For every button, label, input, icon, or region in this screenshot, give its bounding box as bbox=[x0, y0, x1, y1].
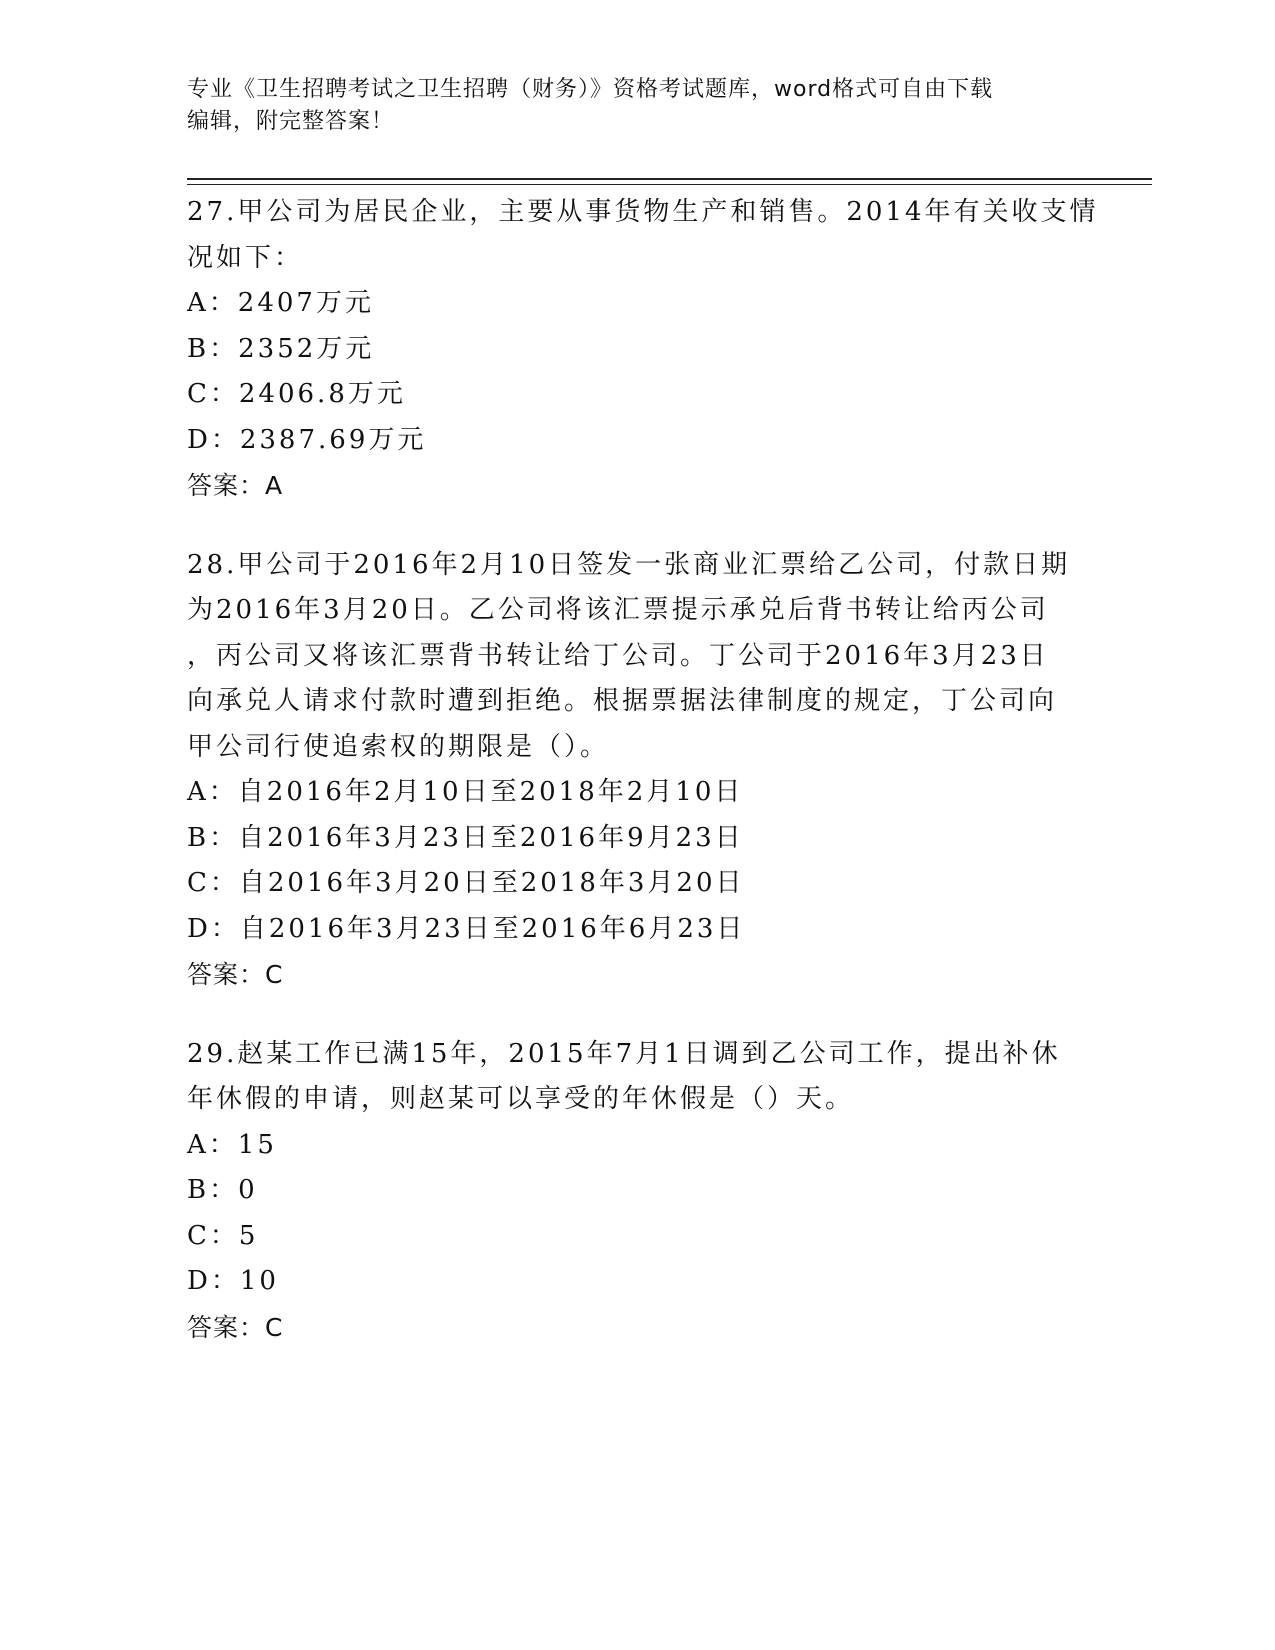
question-29 bbox=[187, 1032, 1087, 1351]
question-list bbox=[187, 190, 1099, 1374]
option-c: C：自2016年3月20日至2018年3月20日 bbox=[187, 868, 745, 898]
question-stem-line: 向承兑人请求付款时遭到拒绝。根据票据法律制度的规定，丁公司向 bbox=[187, 686, 1058, 716]
option-d: D：2387.69万元 bbox=[187, 424, 427, 455]
question-stem-line: 为2016年3月20日。乙公司将该汇票提示承兑后背书转让给丙公司 bbox=[187, 595, 1049, 625]
header-line-2: 编辑，附完整答案！ bbox=[187, 109, 395, 134]
header-divider-thin bbox=[187, 184, 1152, 185]
answer-label: 答案：A bbox=[187, 471, 284, 500]
question-stem-line: ，丙公司又将该汇票背书转让给丁公司。丁公司于2016年3月23日 bbox=[187, 640, 1049, 671]
header-divider-thick bbox=[187, 178, 1152, 180]
answer-label: 答案：C bbox=[187, 960, 284, 989]
question-stem-line: 27.甲公司为居民企业，主要从事货物生产和销售。2014年有关收支情 bbox=[187, 197, 1099, 227]
option-b: B：2352万元 bbox=[187, 333, 375, 364]
question-stem-line: 况如下： bbox=[187, 242, 304, 273]
option-b: B：0 bbox=[187, 1175, 258, 1205]
option-a: A：2407万元 bbox=[187, 288, 374, 318]
question-stem-line: 28.甲公司于2016年2月10日签发一张商业汇票给乙公司，付款日期 bbox=[187, 549, 1071, 580]
question-stem-line: 29.赵某工作已满15年，2015年7月1日调到乙公司工作，提出补休 bbox=[187, 1038, 1061, 1069]
question-27 bbox=[187, 190, 1099, 509]
document-header bbox=[187, 74, 1067, 138]
option-c: C：5 bbox=[187, 1220, 259, 1251]
option-d: D：自2016年3月23日至2016年6月23日 bbox=[187, 913, 746, 944]
question-stem-line: 甲公司行使追索权的期限是（）。 bbox=[187, 731, 610, 762]
question-28 bbox=[187, 543, 1087, 998]
option-c: C：2406.8万元 bbox=[187, 379, 406, 409]
header-line-1: 专业《卫生招聘考试之卫生招聘（财务）》资格考试题库，word格式可自由下载 bbox=[187, 77, 994, 102]
option-a: A：自2016年2月10日至2018年2月10日 bbox=[187, 777, 744, 807]
option-b: B：自2016年3月23日至2016年9月23日 bbox=[187, 822, 744, 853]
answer-label: 答案：C bbox=[187, 1312, 284, 1342]
question-stem-line: 年休假的申请，则赵某可以享受的年休假是（）天。 bbox=[187, 1084, 855, 1114]
option-d: D：10 bbox=[187, 1266, 279, 1296]
option-a: A：15 bbox=[187, 1129, 277, 1160]
